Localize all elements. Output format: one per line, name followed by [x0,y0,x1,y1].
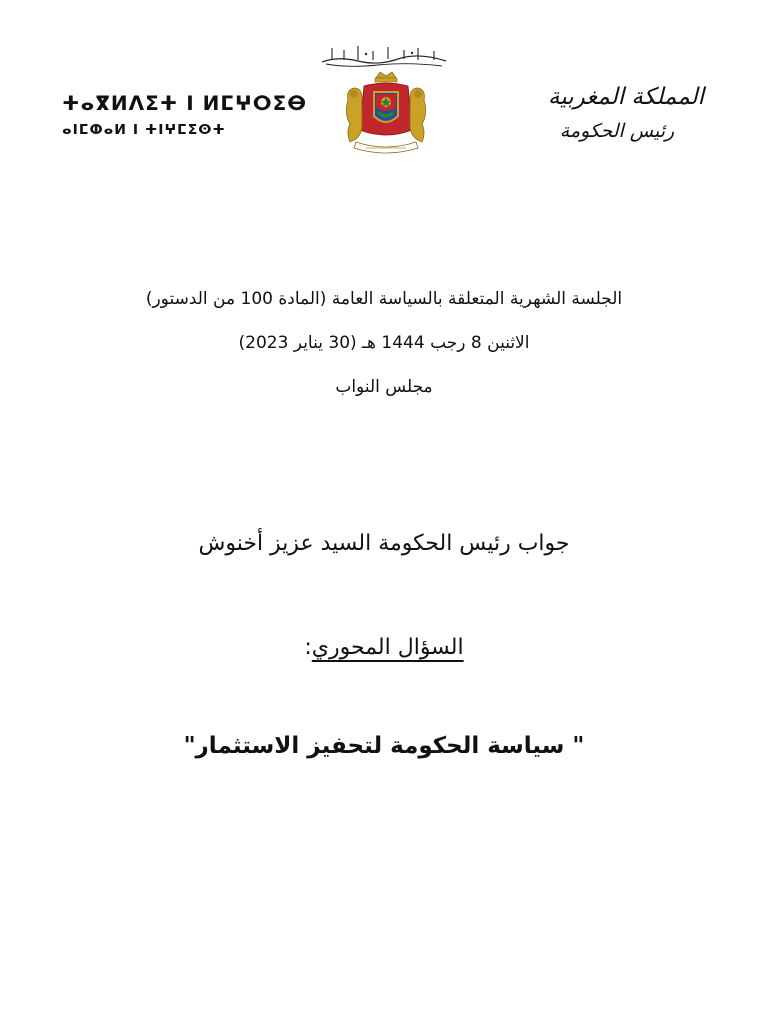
session-title: الجلسة الشهرية المتعلقة بالسياسة العامة (المادة 100 من الدستور) [145,289,623,309]
question-topic: " سياسة الحكومة لتحفيز الاستثمار" [183,733,585,759]
basmala-calligraphy-icon [318,40,450,70]
tifinagh-kingdom-name: ⵜⴰⴳⵍⴷⵉⵜ ⵏ ⵍⵎⵖⵔⵉⴱ [62,91,308,115]
document-header [0,0,768,170]
tifinagh-head-of-government: ⴰⵏⵎⵀⴰⵍ ⵏ ⵜⵏⵖⵎⵉⵙⵜ [62,122,226,138]
central-question-label: السؤال المحوري [311,635,464,660]
session-info [60,282,708,404]
central-question-heading [60,626,708,670]
response-title: جواب رئيس الحكومة السيد عزيز أخنوش [198,531,570,556]
tifinagh-header [62,88,308,142]
kingdom-of-morocco-label: المملكة المغربية [547,84,705,110]
chamber-name: مجلس النواب [335,377,433,397]
head-of-government-label: رئيس الحكومة [559,120,675,142]
session-date: الاثنين 8 رجب 1444 هـ (30 يناير 2023) [238,333,530,353]
moroccan-coat-of-arms-icon [340,70,432,158]
arabic-calligraphy-header [546,78,706,146]
central-question-colon: : [304,635,312,660]
